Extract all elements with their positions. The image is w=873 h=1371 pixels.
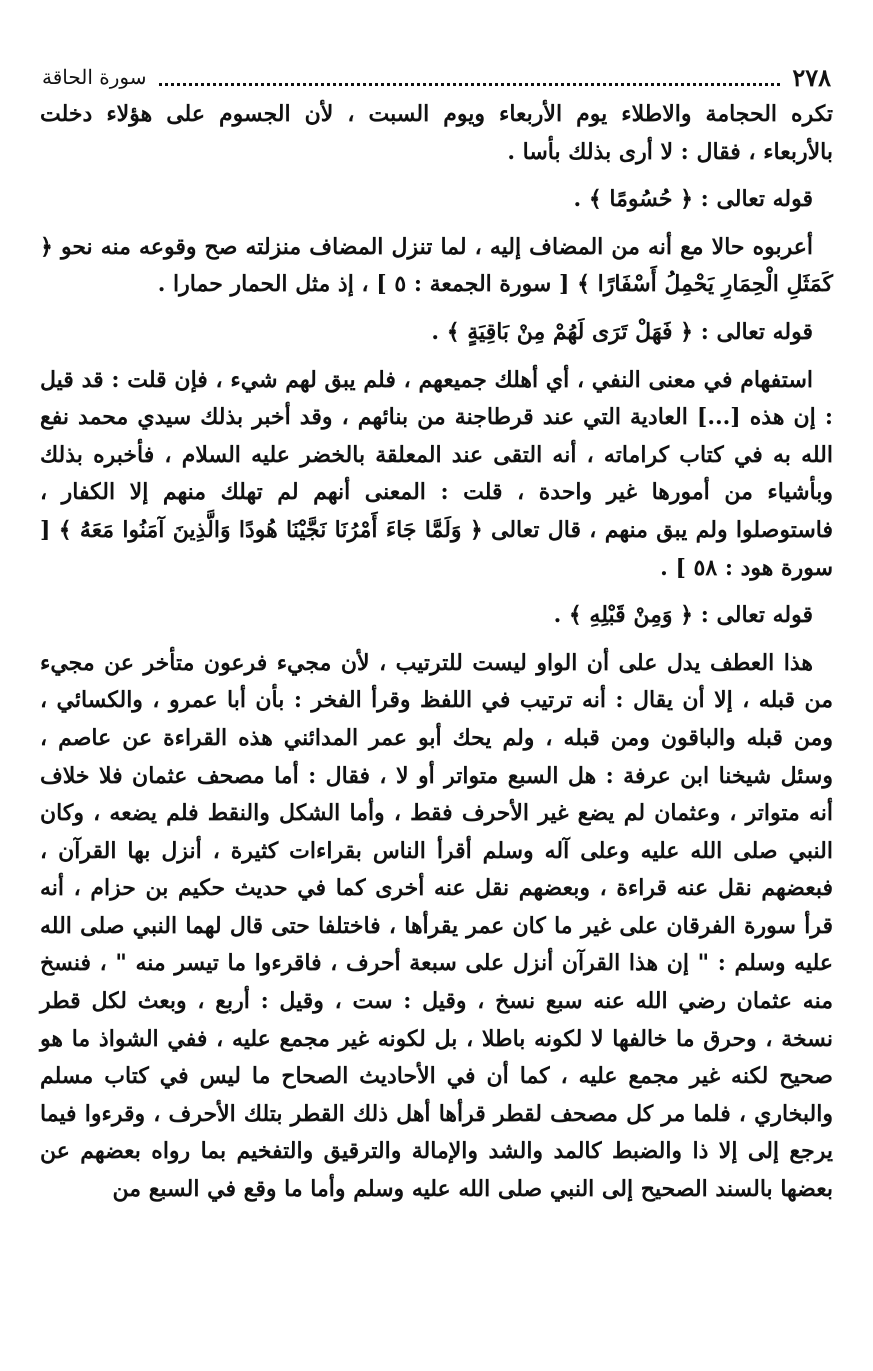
surah-title: سورة الحاقة	[42, 65, 147, 89]
paragraph: أعربوه حالا مع أنه من المضاف إليه ، لما تنزل المضاف منزلته صح وقوعه منه نحو ﴿ كَمَثَلِ الْحِمَارِ يَحْمِلُ أَسْفَارًا ﴾ [ سورة الجمعة : ٥ ] ، إذ مثل الحمار حمارا .	[40, 233, 833, 298]
verse-heading-husuma: قوله تعالى : ﴿ حُسُومًا ﴾ .	[573, 186, 813, 213]
running-header	[42, 62, 831, 92]
paragraph: هذا العطف يدل على أن الواو ليست للترتيب ، لأن مجيء فرعون متأخر عن مجيء من قبله ، إلا أن يقال : أنه ترتيب في اللفظ وقرأ الفخر : بأن أبا عمرو ، والكسائي ، ومن قبله والباقون ومن قبله ، ولم يحك أبو عمر المدائني هذه القراءة عن عاصم ، وسئل شيخنا ابن عرفة : هل السبع متواتر أو لا ، فقال : أما مصحف عثمان فلا خلاف أنه متواتر ، وعثمان لم يضع غير الأحرف فقط ، وأما الشكل والنقط فلم يضعه ، وكان النبي صلى الله عليه وعلى آله وسلم أقرأ الناس بقراءات كثيرة ، أنزل بها القرآن ، فبعضهم نقل عنه قراءة ، وبعضهم نقل عنه أخرى كما في حديث حكيم بن حزام ، أنه قرأ سورة الفرقان على غير ما كان عمر يقرأها ، فاختلفا حتى قال لهما النبي صلى الله عليه وسلم : " إن هذا القرآن أنزل على سبعة أحرف ، فاقرءوا ما تيسر منه " ، فنسخ منه عثمان رضي الله عنه سبع نسخ ، وقيل : ست ، وقيل : أربع ، وبعث لكل قطر نسخة ، وحرق ما خالفها لا لكونه باطلا ، بل لكونه غير مجمع عليه ، ففي الشواذ ما هو صحيح لكنه غير مجمع عليه ، كما أن في الأحاديث الصحاح ما ليس في كتاب مسلم والبخاري ، فلما مر كل مصحف لقطر قرأها أهل ذلك القطر بتلك الأحرف ، وقرءوا فيما يرجع إلى إلا ذا والضبط كالمد والشد والإمالة والترقيق والتفخيم بما رواه بعضهم عن بعضها بالسند الصحيح إلى النبي صلى الله عليه وسلم وأما ما وقع في السبع من	[40, 649, 833, 1203]
paragraph: استفهام في معنى النفي ، أي أهلك جميعهم ، فلم يبق لهم شيء ، فإن قلت : قد قيل : إن هذه [...] العادية التي عند قرطاجنة من بنائهم ، وقد أخبر بذلك سيدي محمد نفع الله به في كتاب كراماته ، أنه التقى عند المعلقة بالخضر عليه السلام ، فأخبره بذلك وبأشياء من أمورها غير واحدة ، قلت : المعنى أنهم لم تهلك منهم إلا الكفار ، فاستوصلوا ولم يبق منهم ، قال تعالى ﴿ وَلَمَّا جَاءَ أَمْرُنَا نَجَّيْنَا هُودًا وَالَّذِينَ آمَنُوا مَعَهُ ﴾ [ سورة هود : ٥٨ ] .	[40, 366, 834, 581]
page-body	[40, 96, 833, 1209]
verse-heading-baqiya: قوله تعالى : ﴿ فَهَلْ تَرَى لَهُمْ مِنْ بَاقِيَةٍ ﴾ .	[431, 318, 813, 345]
header-dotted-leader	[159, 69, 781, 86]
verse-heading-min-qablihi: قوله تعالى : ﴿ وَمِنْ قَبْلِهِ ﴾ .	[553, 602, 813, 629]
page-number: ٢٧٨	[792, 62, 831, 92]
paragraph-continued: تكره الحجامة والاطلاء يوم الأربعاء ويوم السبت ، لأن الجسوم على هؤلاء دخلت بالأربعاء ، فقال : لا أرى بذلك بأسا .	[40, 101, 833, 165]
